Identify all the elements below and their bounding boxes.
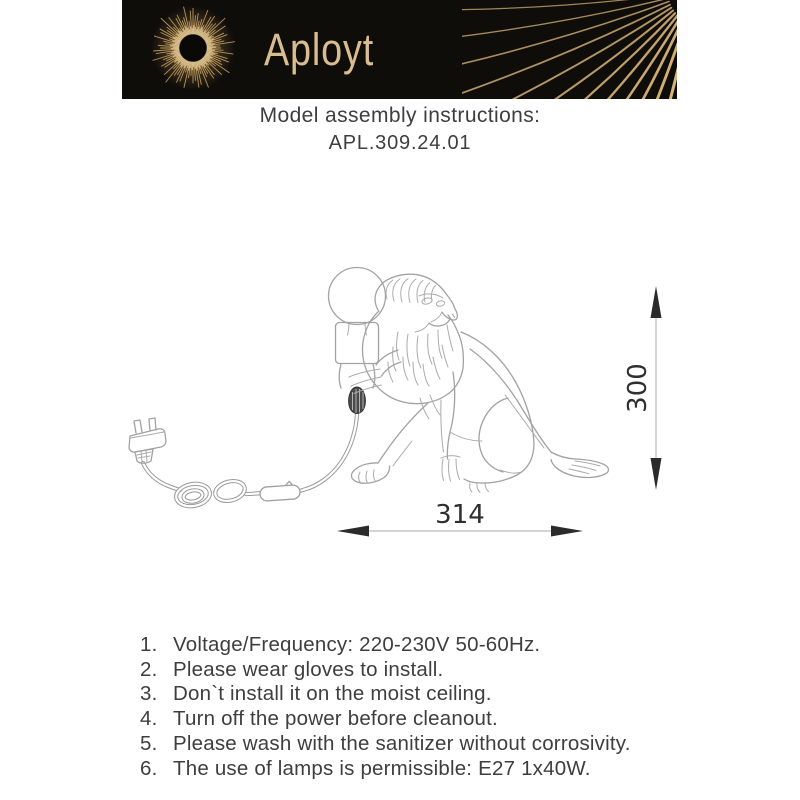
page-title-block <box>0 104 800 155</box>
power-plug <box>129 418 166 463</box>
width-dimension <box>337 500 583 537</box>
starburst-icon <box>150 5 236 91</box>
height-dimension <box>623 286 662 490</box>
list-item-text: Please wash with the sanitizer without corrosivity. <box>173 731 631 755</box>
list-item-number: 5. <box>140 731 158 755</box>
list-item <box>140 707 631 732</box>
width-dimension-label: 314 <box>435 500 485 530</box>
list-item <box>140 682 631 707</box>
lamp-socket <box>336 323 379 389</box>
brand-banner <box>122 0 677 99</box>
instructions-list <box>140 633 631 781</box>
list-item <box>140 658 631 683</box>
list-item-text: Turn off the power before cleanout. <box>173 707 498 731</box>
page-title: Model assembly instructions: <box>259 104 541 127</box>
list-item-number: 1. <box>140 633 158 656</box>
list-item-text: Voltage/Frequency: 220-230V 50-60Hz. <box>173 633 541 656</box>
list-item-number: 4. <box>140 707 158 731</box>
list-item-number: 6. <box>140 756 158 780</box>
list-item <box>140 757 631 782</box>
list-item-number: 3. <box>140 682 158 706</box>
power-cord <box>143 414 357 509</box>
list-item-text: Don`t install it on the moist ceiling. <box>173 682 492 706</box>
monkey-figure <box>349 274 608 492</box>
rays-fan-icon <box>462 0 677 99</box>
model-number: APL.309.24.01 <box>328 132 472 154</box>
brand-wordmark <box>264 0 395 99</box>
list-item-number: 2. <box>140 657 158 681</box>
brand-name: Aployt <box>264 23 375 75</box>
list-item-text: The use of lamps is permissible: E27 1x40W. <box>173 756 591 780</box>
list-item <box>140 732 631 757</box>
height-dimension-label: 300 <box>623 363 653 413</box>
inline-switch <box>259 481 300 502</box>
cord-grip <box>349 387 366 414</box>
list-item <box>140 633 631 658</box>
list-item-text: Please wear gloves to install. <box>173 657 444 681</box>
light-bulb <box>329 268 386 336</box>
